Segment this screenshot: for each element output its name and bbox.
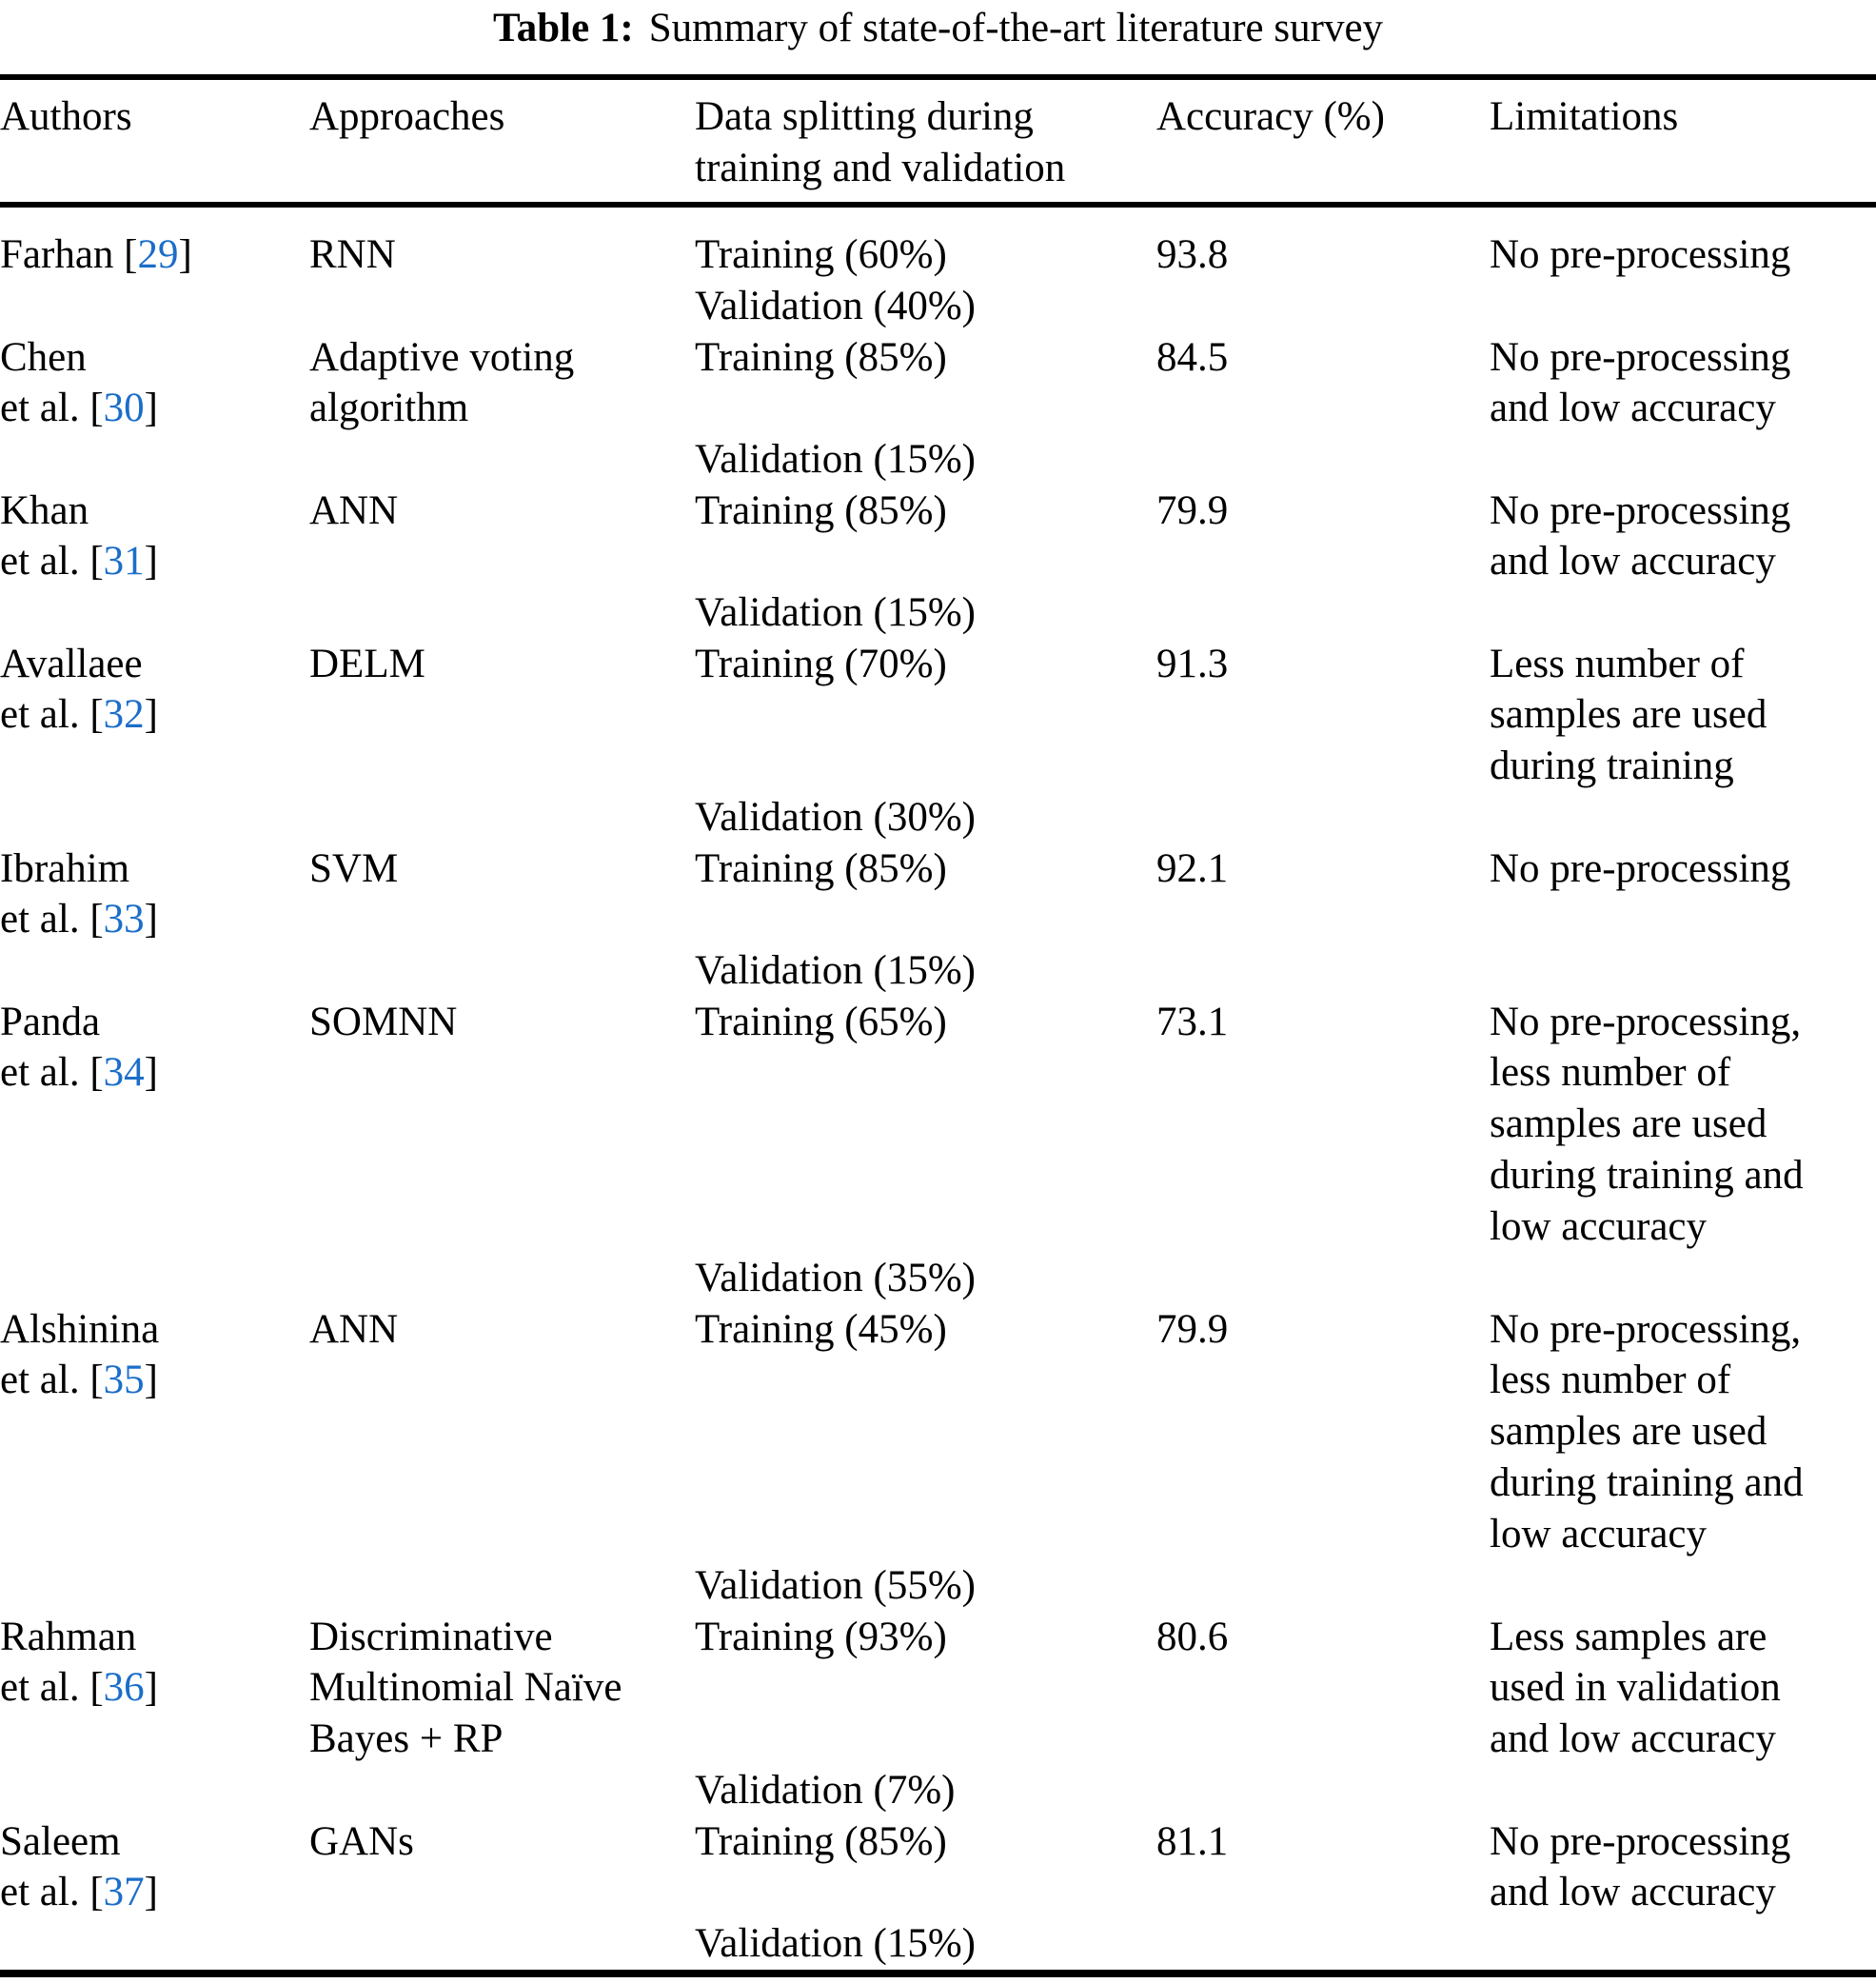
validation-split: Validation (35%): [695, 1255, 976, 1300]
column-header-authors: Authors: [0, 94, 132, 139]
data-splitting-cell: [695, 843, 1156, 997]
authors-cell: [0, 1304, 309, 1612]
accuracy-cell: [1156, 229, 1490, 332]
data-splitting-cell: [695, 1612, 1156, 1816]
author-name: Khan: [0, 487, 89, 533]
accuracy-value: 81.1: [1156, 1818, 1229, 1864]
limitation-text: No pre-processing: [1490, 487, 1791, 533]
approach-text: Discriminative: [309, 1614, 553, 1659]
training-split: Training (85%): [695, 487, 947, 533]
accuracy-cell: [1156, 997, 1490, 1304]
authors-cell: [0, 229, 309, 332]
approach-text: RNN: [309, 231, 396, 277]
table-row: [0, 1304, 1876, 1612]
training-split: Training (85%): [695, 1818, 947, 1864]
bracket-close: ]: [144, 539, 158, 585]
data-splitting-cell: [695, 332, 1156, 486]
validation-split: Validation (7%): [695, 1767, 956, 1813]
citation-ref-34[interactable]: 34: [103, 1050, 145, 1096]
limitation-text: and low accuracy: [1490, 1870, 1776, 1915]
citation-ref-33[interactable]: 33: [103, 897, 145, 942]
authors-cell: [0, 997, 309, 1304]
citation-ref-32[interactable]: 32: [103, 692, 145, 738]
table-row: [0, 1816, 1876, 1970]
table-title-text: Summary of state-of-the-art literature survey: [648, 6, 1384, 50]
approach-cell: [309, 229, 695, 332]
column-header-data-splitting: Data splitting during training and validation: [695, 94, 1066, 190]
approach-cell: [309, 486, 695, 639]
accuracy-cell: [1156, 1612, 1490, 1816]
accuracy-cell: [1156, 639, 1490, 843]
data-splitting-cell: [695, 1304, 1156, 1612]
authors-cell: [0, 843, 309, 997]
accuracy-value: 79.9: [1156, 1306, 1229, 1352]
etal-text: et al. [: [0, 1050, 104, 1096]
validation-split: Validation (15%): [695, 589, 976, 635]
training-split: Training (65%): [695, 999, 947, 1044]
authors-cell: [0, 486, 309, 639]
approach-cell: [309, 843, 695, 997]
accuracy-value: 79.9: [1156, 487, 1229, 533]
limitation-text: during training and: [1490, 1459, 1804, 1505]
table-row: [0, 1612, 1876, 1816]
etal-text: et al. [: [0, 692, 104, 738]
data-splitting-cell: [695, 639, 1156, 843]
authors-cell: [0, 332, 309, 486]
limitation-text: and low accuracy: [1490, 1716, 1776, 1762]
approach-cell: [309, 332, 695, 486]
accuracy-value: 92.1: [1156, 845, 1229, 891]
table-row: [0, 843, 1876, 997]
citation-ref-30[interactable]: 30: [103, 386, 145, 431]
limitation-text: less number of: [1490, 1358, 1731, 1403]
accuracy-cell: [1156, 332, 1490, 486]
limitation-text: used in validation: [1490, 1665, 1781, 1711]
limitation-text: low accuracy: [1490, 1203, 1707, 1249]
approach-cell: [309, 639, 695, 843]
bracket-close: ]: [144, 386, 158, 431]
author-name: Ibrahim: [0, 845, 130, 891]
accuracy-value: 80.6: [1156, 1614, 1229, 1659]
accuracy-cell: [1156, 843, 1490, 997]
etal-text: et al. [: [0, 1665, 104, 1711]
approach-text: GANs: [309, 1818, 414, 1864]
training-split: Training (85%): [695, 334, 947, 380]
training-split: Training (45%): [695, 1306, 947, 1352]
approach-text: Multinomial Naïve: [309, 1665, 622, 1711]
etal-text: et al. [: [0, 1358, 104, 1403]
bracket-close: ]: [144, 1665, 158, 1711]
accuracy-value: 93.8: [1156, 231, 1229, 277]
data-splitting-cell: [695, 486, 1156, 639]
accuracy-cell: [1156, 1816, 1490, 1970]
table-row: [0, 229, 1876, 332]
table-row: [0, 639, 1876, 843]
table-body: [0, 208, 1876, 1970]
training-split: Training (93%): [695, 1614, 947, 1659]
authors-cell: [0, 639, 309, 843]
table-number-label: Table 1:: [492, 6, 634, 50]
training-split: Training (60%): [695, 231, 947, 277]
limitation-text: less number of: [1490, 1050, 1731, 1096]
authors-cell: [0, 1816, 309, 1970]
limitations-cell: [1490, 1304, 1876, 1612]
limitations-cell: [1490, 229, 1876, 332]
limitation-text: and low accuracy: [1490, 386, 1776, 431]
limitations-cell: [1490, 997, 1876, 1304]
limitation-text: low accuracy: [1490, 1511, 1707, 1557]
table-header-row: [0, 80, 1876, 202]
limitation-text: No pre-processing: [1490, 334, 1791, 380]
author-name: Rahman: [0, 1614, 137, 1659]
limitation-text: during training and: [1490, 1152, 1804, 1198]
data-splitting-cell: [695, 997, 1156, 1304]
approach-text: SOMNN: [309, 999, 458, 1044]
citation-ref-35[interactable]: 35: [103, 1358, 145, 1403]
column-header-accuracy: Accuracy (%): [1156, 94, 1385, 139]
training-split: Training (70%): [695, 641, 947, 686]
limitation-text: No pre-processing,: [1490, 999, 1802, 1044]
approach-cell: [309, 997, 695, 1304]
limitations-cell: [1490, 1612, 1876, 1816]
table-row: [0, 486, 1876, 639]
approach-text: DELM: [309, 641, 425, 686]
table-row: [0, 997, 1876, 1304]
validation-split: Validation (15%): [695, 947, 976, 993]
table-title: [0, 0, 1876, 55]
approach-cell: [309, 1612, 695, 1816]
limitation-text: during training: [1490, 744, 1734, 789]
author-name: Avallaee: [0, 641, 143, 686]
limitation-text: Less samples are: [1490, 1614, 1767, 1659]
approach-cell: [309, 1816, 695, 1970]
training-split: Training (85%): [695, 845, 947, 891]
limitation-text: samples are used: [1490, 692, 1767, 738]
validation-split: Validation (55%): [695, 1562, 976, 1608]
etal-text: et al. [: [0, 539, 104, 585]
approach-text: algorithm: [309, 386, 469, 431]
limitation-text: No pre-processing: [1490, 845, 1791, 891]
approach-text: Bayes + RP: [309, 1716, 504, 1762]
author-name: Panda: [0, 999, 101, 1044]
table-row: [0, 332, 1876, 486]
approach-text: ANN: [309, 1306, 399, 1352]
limitation-text: Less number of: [1490, 641, 1745, 686]
limitations-cell: [1490, 1816, 1876, 1970]
etal-text: et al. [: [0, 897, 104, 942]
limitation-text: No pre-processing,: [1490, 1306, 1802, 1352]
citation-ref-31[interactable]: 31: [103, 539, 145, 585]
limitation-text: samples are used: [1490, 1101, 1767, 1147]
approach-text: Adaptive voting: [309, 334, 575, 380]
approach-text: ANN: [309, 487, 399, 533]
etal-text: et al. [: [0, 1870, 104, 1915]
limitation-text: No pre-processing: [1490, 1818, 1791, 1864]
authors-cell: [0, 1612, 309, 1816]
limitations-cell: [1490, 486, 1876, 639]
validation-split: Validation (30%): [695, 794, 976, 840]
author-name: Chen: [0, 334, 87, 380]
author-name: Farhan [: [0, 231, 138, 277]
bracket-close: ]: [144, 1870, 158, 1915]
bracket-close: ]: [144, 1358, 158, 1403]
limitation-text: and low accuracy: [1490, 539, 1776, 585]
column-header-approaches: Approaches: [309, 94, 505, 139]
citation-ref-36[interactable]: 36: [103, 1665, 145, 1711]
column-header-limitations: Limitations: [1490, 94, 1679, 139]
data-splitting-cell: [695, 229, 1156, 332]
bracket-close: ]: [144, 692, 158, 738]
accuracy-value: 84.5: [1156, 334, 1229, 380]
accuracy-value: 91.3: [1156, 641, 1229, 686]
validation-split: Validation (40%): [695, 283, 976, 328]
limitation-text: No pre-processing: [1490, 231, 1791, 277]
approach-text: SVM: [309, 845, 399, 891]
approach-cell: [309, 1304, 695, 1612]
bottom-rule: [0, 1970, 1876, 1977]
citation-ref-37[interactable]: 37: [103, 1870, 145, 1915]
accuracy-value: 73.1: [1156, 999, 1229, 1044]
limitation-text: samples are used: [1490, 1409, 1767, 1455]
accuracy-cell: [1156, 486, 1490, 639]
data-splitting-cell: [695, 1816, 1156, 1970]
validation-split: Validation (15%): [695, 436, 976, 482]
etal-text: et al. [: [0, 386, 104, 431]
bracket-close: ]: [178, 231, 192, 277]
limitations-cell: [1490, 639, 1876, 843]
bracket-close: ]: [144, 897, 158, 942]
citation-ref-29[interactable]: 29: [137, 231, 179, 277]
author-name: Saleem: [0, 1818, 121, 1864]
accuracy-cell: [1156, 1304, 1490, 1612]
limitations-cell: [1490, 843, 1876, 997]
bracket-close: ]: [144, 1050, 158, 1096]
author-name: Alshinina: [0, 1306, 160, 1352]
validation-split: Validation (15%): [695, 1920, 976, 1966]
limitations-cell: [1490, 332, 1876, 486]
